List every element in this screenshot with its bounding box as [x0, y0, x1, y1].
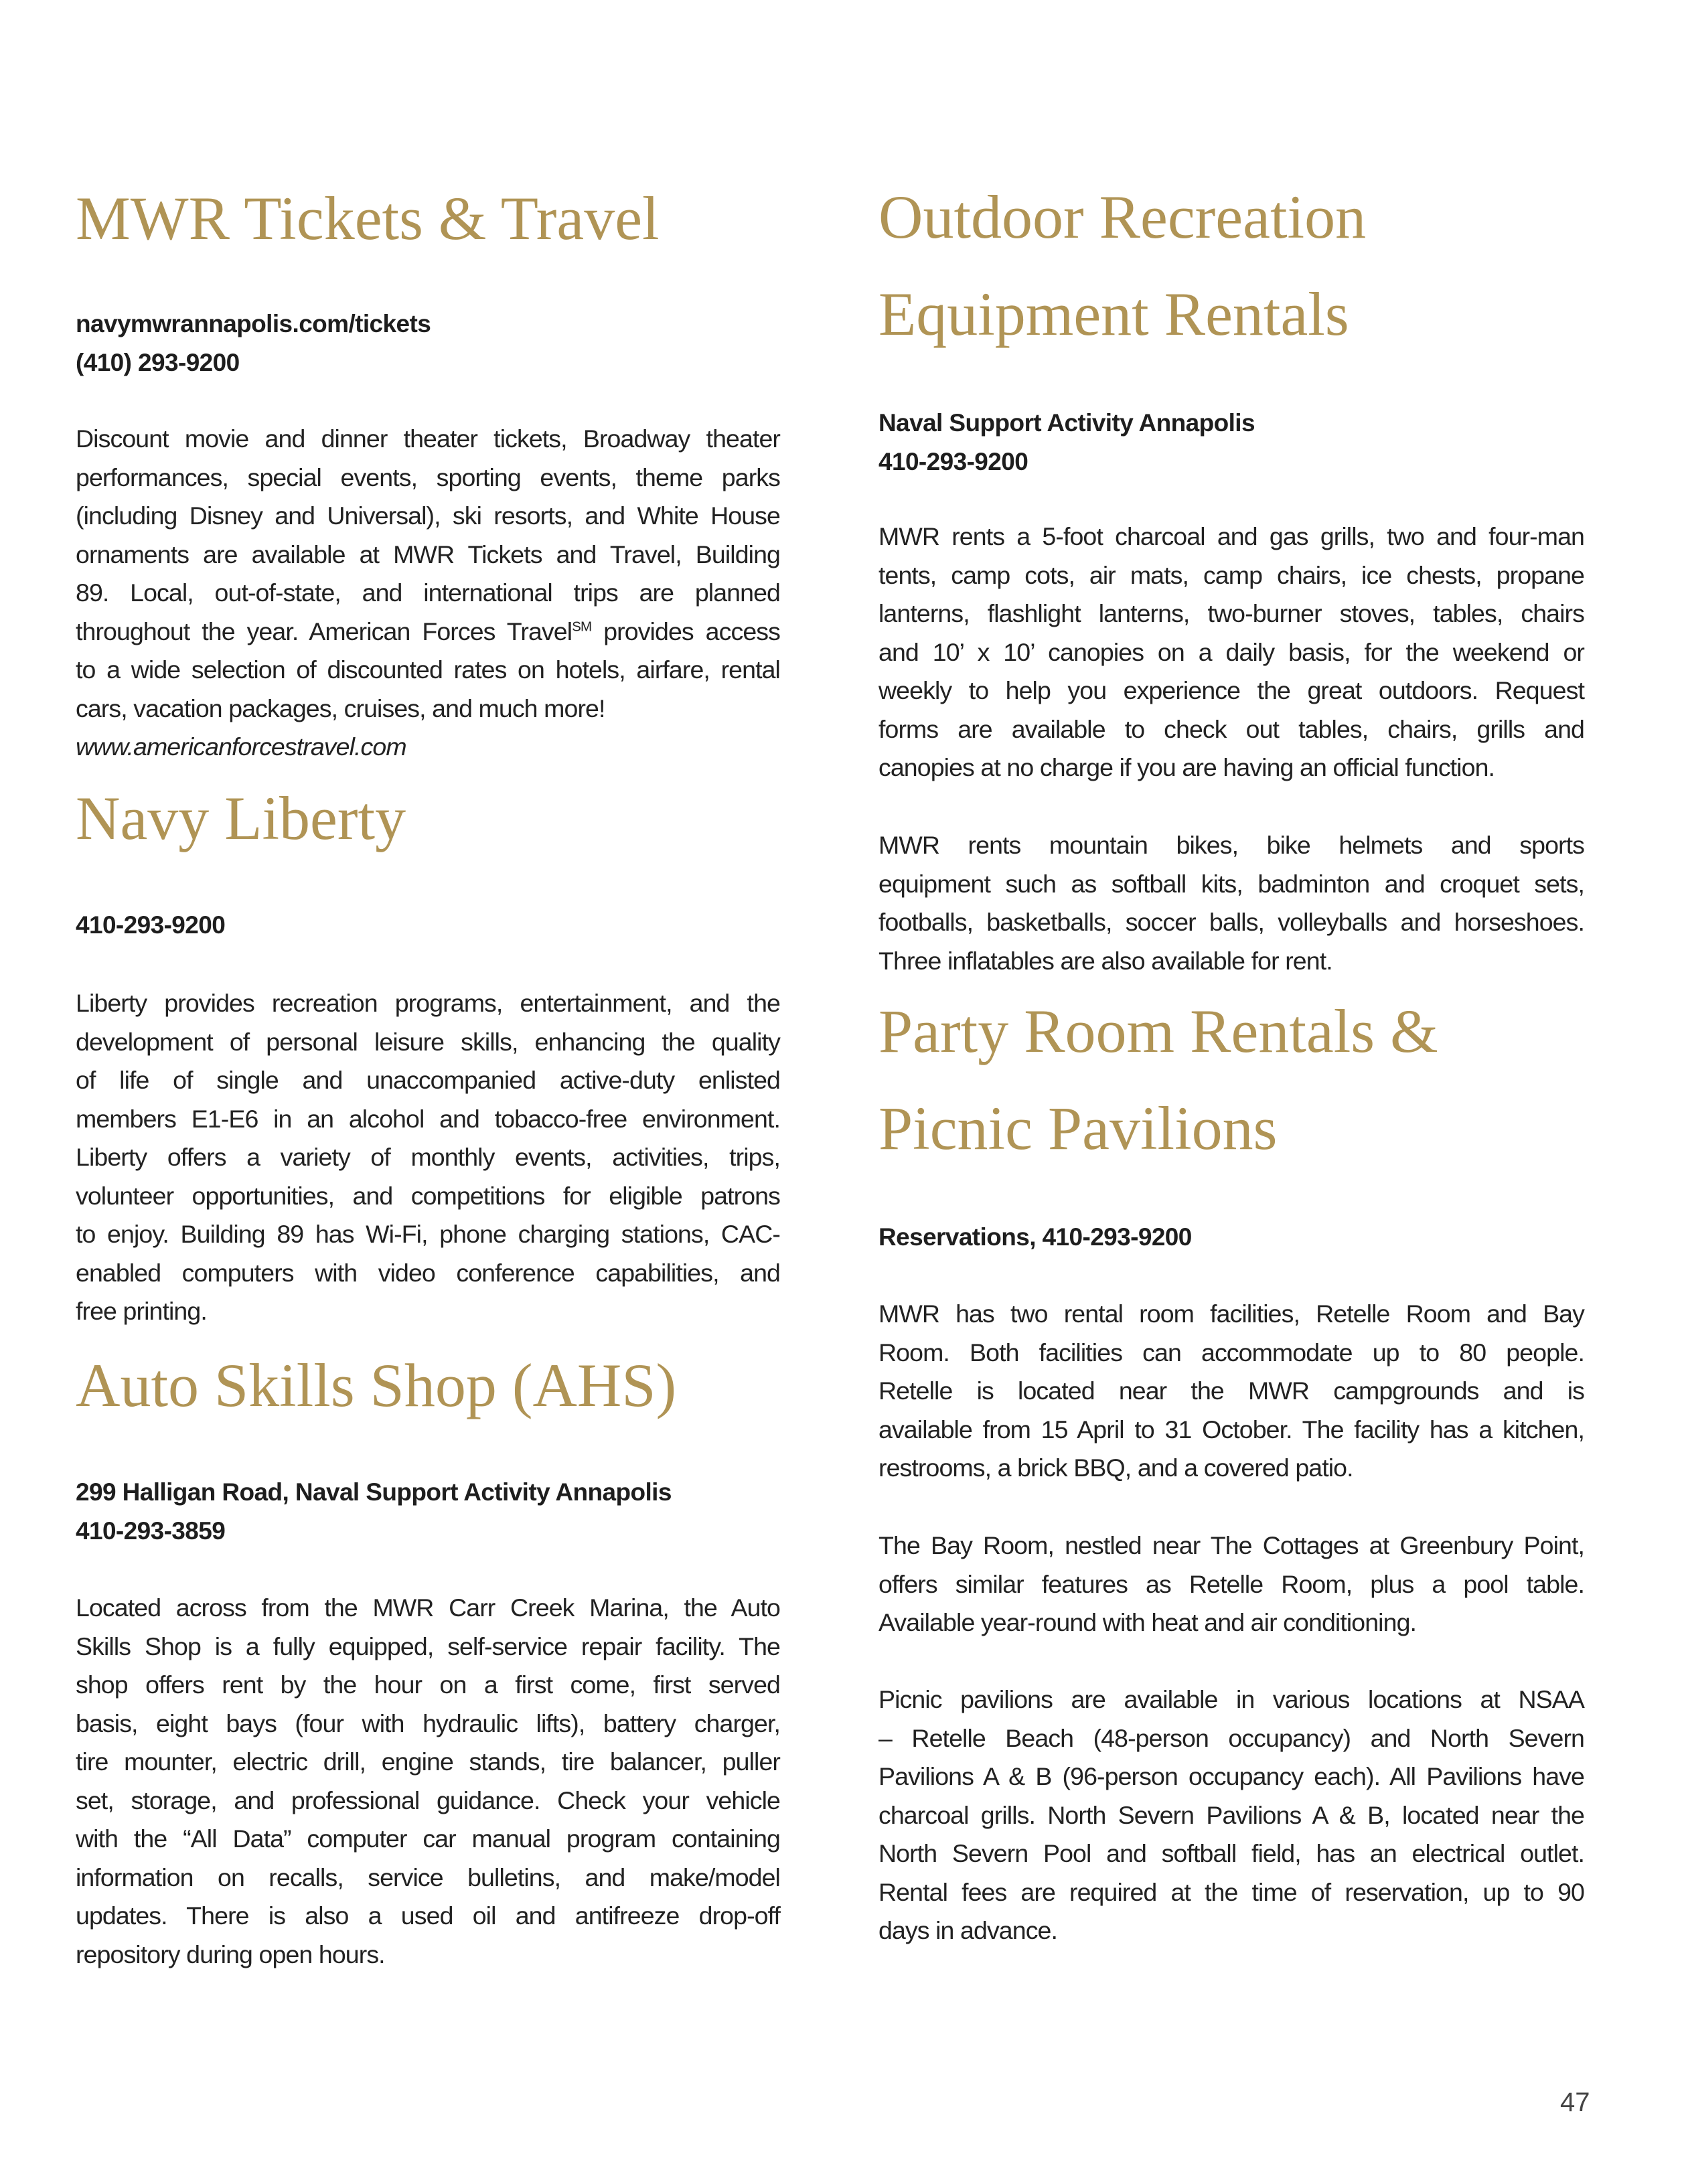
section-title: Auto Skills Shop (AHS)	[76, 1351, 677, 1419]
body-line: cars, vacation packages, cruises, and much more!	[76, 694, 605, 722]
section-body	[76, 1589, 780, 1974]
body-line: Liberty provides recreation programs, entertainment, and the	[76, 989, 780, 1017]
body-line: to a wide selection of discounted rates on hotels, airfare, rental	[76, 655, 780, 684]
contact-info	[76, 1473, 780, 1550]
service-mark: SM	[572, 619, 592, 634]
body-line: Skills Shop is a fully equipped, self-service repair facility. The	[76, 1632, 780, 1660]
body-line: enabled computers with video conference capabilities, and	[76, 1258, 780, 1287]
body-line: updates. There is also a used oil and antifreeze drop-off	[76, 1901, 780, 1930]
body-line: equipment such as softball kits, badminton and croquet sets,	[878, 869, 1584, 898]
contact-info	[878, 1218, 1584, 1257]
body-line: performances, special events, sporting events, theme parks	[76, 463, 780, 491]
body-line: members E1-E6 in an alcohol and tobacco-free environment.	[76, 1104, 780, 1133]
body-line: repository during open hours.	[76, 1940, 385, 1968]
body-line: tents, camp cots, air mats, camp chairs, ice chests, propane	[878, 560, 1584, 589]
body-line: Rental fees are required at the time of reservation, up to 90	[878, 1877, 1584, 1906]
body-line: charcoal grills. North Severn Pavilions A & B, located near the	[878, 1800, 1584, 1829]
body-line: Located across from the MWR Carr Creek Marina, the Auto	[76, 1593, 780, 1622]
section-body	[878, 826, 1584, 980]
section-title: MWR Tickets & Travel	[76, 184, 660, 252]
section-title: Outdoor Recreation Equipment Rentals	[878, 183, 1367, 348]
body-line: weekly to help you experience the great outdoors. Request	[878, 676, 1584, 704]
contact-info	[76, 305, 780, 382]
body-line: canopies at no charge if you are having an official function.	[878, 753, 1495, 781]
body-line: MWR has two rental room facilities, Retelle Room and Bay	[878, 1300, 1584, 1328]
section-body	[878, 1295, 1584, 1488]
body-line: information on recalls, service bulletins, and make/model	[76, 1863, 780, 1891]
body-line: tire mounter, electric drill, engine stands, tire balancer, puller	[76, 1747, 780, 1776]
address: 299 Halligan Road, Naval Support Activity Annapolis	[76, 1478, 672, 1506]
body-line: Liberty offers a variety of monthly events, activities, trips,	[76, 1143, 780, 1171]
body-line: to enjoy. Building 89 has Wi-Fi, phone charging stations, CAC-	[76, 1220, 780, 1248]
body-line-with-trademark: throughout the year. American Forces Travel℠ provides access	[76, 617, 780, 645]
body-line: MWR rents a 5-foot charcoal and gas grills, two and four-man	[878, 522, 1584, 550]
section-body	[878, 518, 1584, 787]
section-body	[76, 420, 780, 767]
body-line: days in advance.	[878, 1916, 1058, 1944]
phone-number: 410-293-3859	[76, 1516, 226, 1545]
section-title: Party Room Rentals & Picnic Pavilions	[878, 997, 1438, 1162]
body-line: forms are available to check out tables, chairs, grills and	[878, 714, 1584, 743]
website-link[interactable]: www.americanforcestravel.com	[76, 732, 406, 761]
body-line: Three inflatables are also available for rent.	[878, 946, 1332, 975]
body-line: with the “All Data” computer car manual program containing	[76, 1824, 780, 1853]
contact-info	[76, 906, 780, 945]
reservations-phone: Reservations, 410-293-9200	[878, 1223, 1192, 1251]
body-line: ornaments are available at MWR Tickets and Travel, Building	[76, 540, 780, 568]
body-line: volunteer opportunities, and competitions for eligible patrons	[76, 1181, 780, 1210]
body-line: restrooms, a brick BBQ, and a covered patio.	[878, 1454, 1353, 1482]
body-line: Room. Both facilities can accommodate up to 80 people.	[878, 1338, 1584, 1367]
body-line: Pavilions A & B (96-person occupancy each). All Pavilions have	[878, 1762, 1584, 1790]
body-line: development of personal leisure skills, enhancing the quality	[76, 1027, 780, 1056]
page-number: 47	[1560, 2088, 1590, 2117]
body-line: Picnic pavilions are available in various locations at NSAA	[878, 1685, 1584, 1713]
body-line: 89. Local, out-of-state, and international trips are planned	[76, 578, 780, 607]
section-body	[76, 984, 780, 1331]
contact-info	[878, 404, 1584, 481]
section-body	[878, 1681, 1584, 1950]
body-line: – Retelle Beach (48-person occupancy) and North Severn	[878, 1723, 1584, 1752]
body-line: and 10’ x 10’ canopies on a daily basis, for the weekend or	[878, 637, 1584, 666]
body-line: of life of single and unaccompanied active-duty enlisted	[76, 1066, 780, 1094]
body-line: The Bay Room, nestled near The Cottages at Greenbury Point,	[878, 1531, 1584, 1559]
phone-number: (410) 293-9200	[76, 348, 240, 376]
body-line: free printing.	[76, 1297, 207, 1325]
body-line: MWR rents mountain bikes, bike helmets and sports	[878, 831, 1584, 859]
body-line: basis, eight bays (four with hydraulic lifts), battery charger,	[76, 1709, 780, 1737]
body-line: shop offers rent by the hour on a first come, first served	[76, 1670, 780, 1699]
body-line: lanterns, flashlight lanterns, two-burner stoves, tables, chairs	[878, 599, 1584, 627]
location: Naval Support Activity Annapolis	[878, 409, 1255, 437]
phone-number: 410-293-9200	[878, 447, 1028, 475]
phone-number: 410-293-9200	[76, 911, 226, 939]
body-line: (including Disney and Universal), ski resorts, and White House	[76, 501, 780, 530]
body-line: set, storage, and professional guidance. Check your vehicle	[76, 1786, 780, 1814]
body-line: Available year-round with heat and air conditioning.	[878, 1608, 1417, 1636]
body-line: North Severn Pool and softball field, has an electrical outlet.	[878, 1839, 1584, 1867]
body-line: Retelle is located near the MWR campgrounds and is	[878, 1377, 1584, 1405]
body-line: offers similar features as Retelle Room, plus a pool table.	[878, 1569, 1584, 1598]
section-body	[878, 1527, 1584, 1642]
body-line: available from 15 April to 31 October. The facility has a kitchen,	[878, 1415, 1584, 1444]
body-line: Discount movie and dinner theater tickets, Broadway theater	[76, 424, 780, 453]
section-title: Navy Liberty	[76, 784, 406, 852]
website-link[interactable]: navymwrannapolis.com/tickets	[76, 310, 431, 337]
body-line: footballs, basketballs, soccer balls, volleyballs and horseshoes.	[878, 908, 1584, 936]
